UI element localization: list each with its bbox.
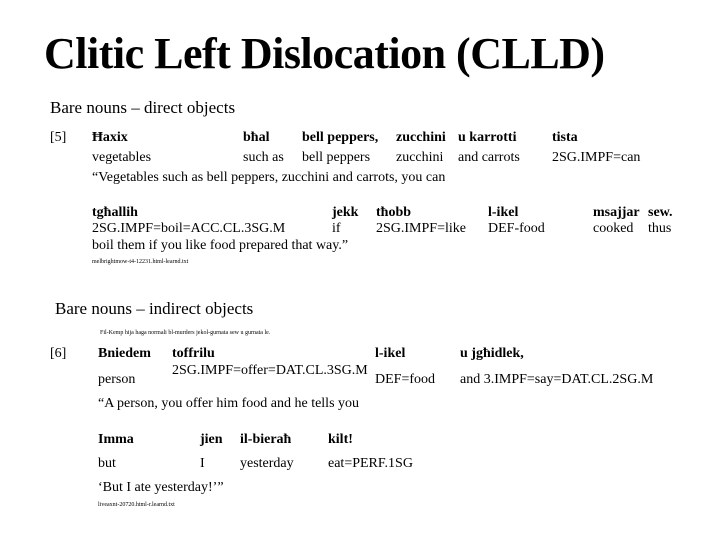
gloss: if: [332, 221, 341, 236]
gloss: thus: [648, 221, 672, 236]
gloss: 2SG.IMPF=like: [376, 221, 466, 236]
example-word: tħobb: [376, 205, 412, 220]
translation: “Vegetables such as bell peppers, zucchini and carrots, you can: [92, 170, 446, 185]
gloss: bell peppers: [302, 150, 371, 165]
section-heading-direct-objects: Bare nouns – direct objects: [50, 98, 236, 117]
section-heading-indirect-objects: Bare nouns – indirect objects: [55, 299, 254, 318]
gloss: but: [98, 456, 116, 471]
page-title: Clitic Left Dislocation (CLLD): [44, 29, 605, 78]
example-word: l-ikel: [488, 205, 519, 220]
gloss: such as: [243, 150, 284, 165]
example-word: kilt!: [328, 432, 353, 447]
example-word: jekk: [332, 205, 359, 220]
example-word: u karrotti: [458, 130, 517, 145]
example-word: zucchini: [396, 130, 446, 145]
example-word: Bniedem: [98, 346, 151, 361]
example-word: u jgħidlek,: [460, 346, 524, 361]
example-word: Imma: [98, 432, 134, 447]
example-word: il-bieraħ: [240, 432, 292, 447]
example-word: bħal: [243, 130, 270, 145]
gloss: vegetables: [92, 150, 152, 165]
source-note: Fil-Kemp hija haga normali bl-murders jekol-gurnata sew u gurnata le.: [100, 330, 271, 336]
source-note: melbrightmow-t4-12231.html-learnd.txt: [92, 259, 189, 265]
translation: ‘But I ate yesterday!’”: [98, 480, 224, 495]
example-word: l-ikel: [375, 346, 406, 361]
example-word: sew.: [648, 205, 673, 220]
gloss: eat=PERF.1SG: [328, 456, 413, 471]
gloss: person: [98, 372, 136, 387]
translation: “A person, you offer him food and he tells you: [98, 396, 360, 411]
gloss: and 3.IMPF=say=DAT.CL.2SG.M: [460, 372, 654, 387]
gloss: 2SG.IMPF=offer=DAT.CL.3SG.M: [172, 363, 368, 378]
source-note: liveaxnt-20720.html-r.learnd.txt: [98, 502, 175, 508]
gloss: yesterday: [240, 456, 294, 471]
example-number: [5]: [50, 130, 67, 145]
example-word: tista: [552, 130, 578, 145]
example-word: tgħallih: [92, 205, 138, 220]
gloss: zucchini: [396, 150, 444, 165]
gloss: DEF-food: [488, 221, 545, 236]
gloss: 2SG.IMPF=can: [552, 150, 641, 165]
example-word: jien: [200, 432, 223, 447]
gloss: I: [200, 456, 205, 471]
example-number: [6]: [50, 346, 67, 361]
gloss: 2SG.IMPF=boil=ACC.CL.3SG.M: [92, 221, 286, 236]
example-word: msajjar: [593, 205, 640, 220]
example-word: Ħaxix: [92, 130, 128, 145]
example-word: toffrilu: [172, 346, 215, 361]
translation: boil them if you like food prepared that way.”: [92, 238, 349, 253]
gloss: and carrots: [458, 150, 520, 165]
gloss: DEF=food: [375, 372, 436, 387]
gloss: cooked: [593, 221, 634, 236]
example-word: bell peppers,: [302, 130, 379, 145]
